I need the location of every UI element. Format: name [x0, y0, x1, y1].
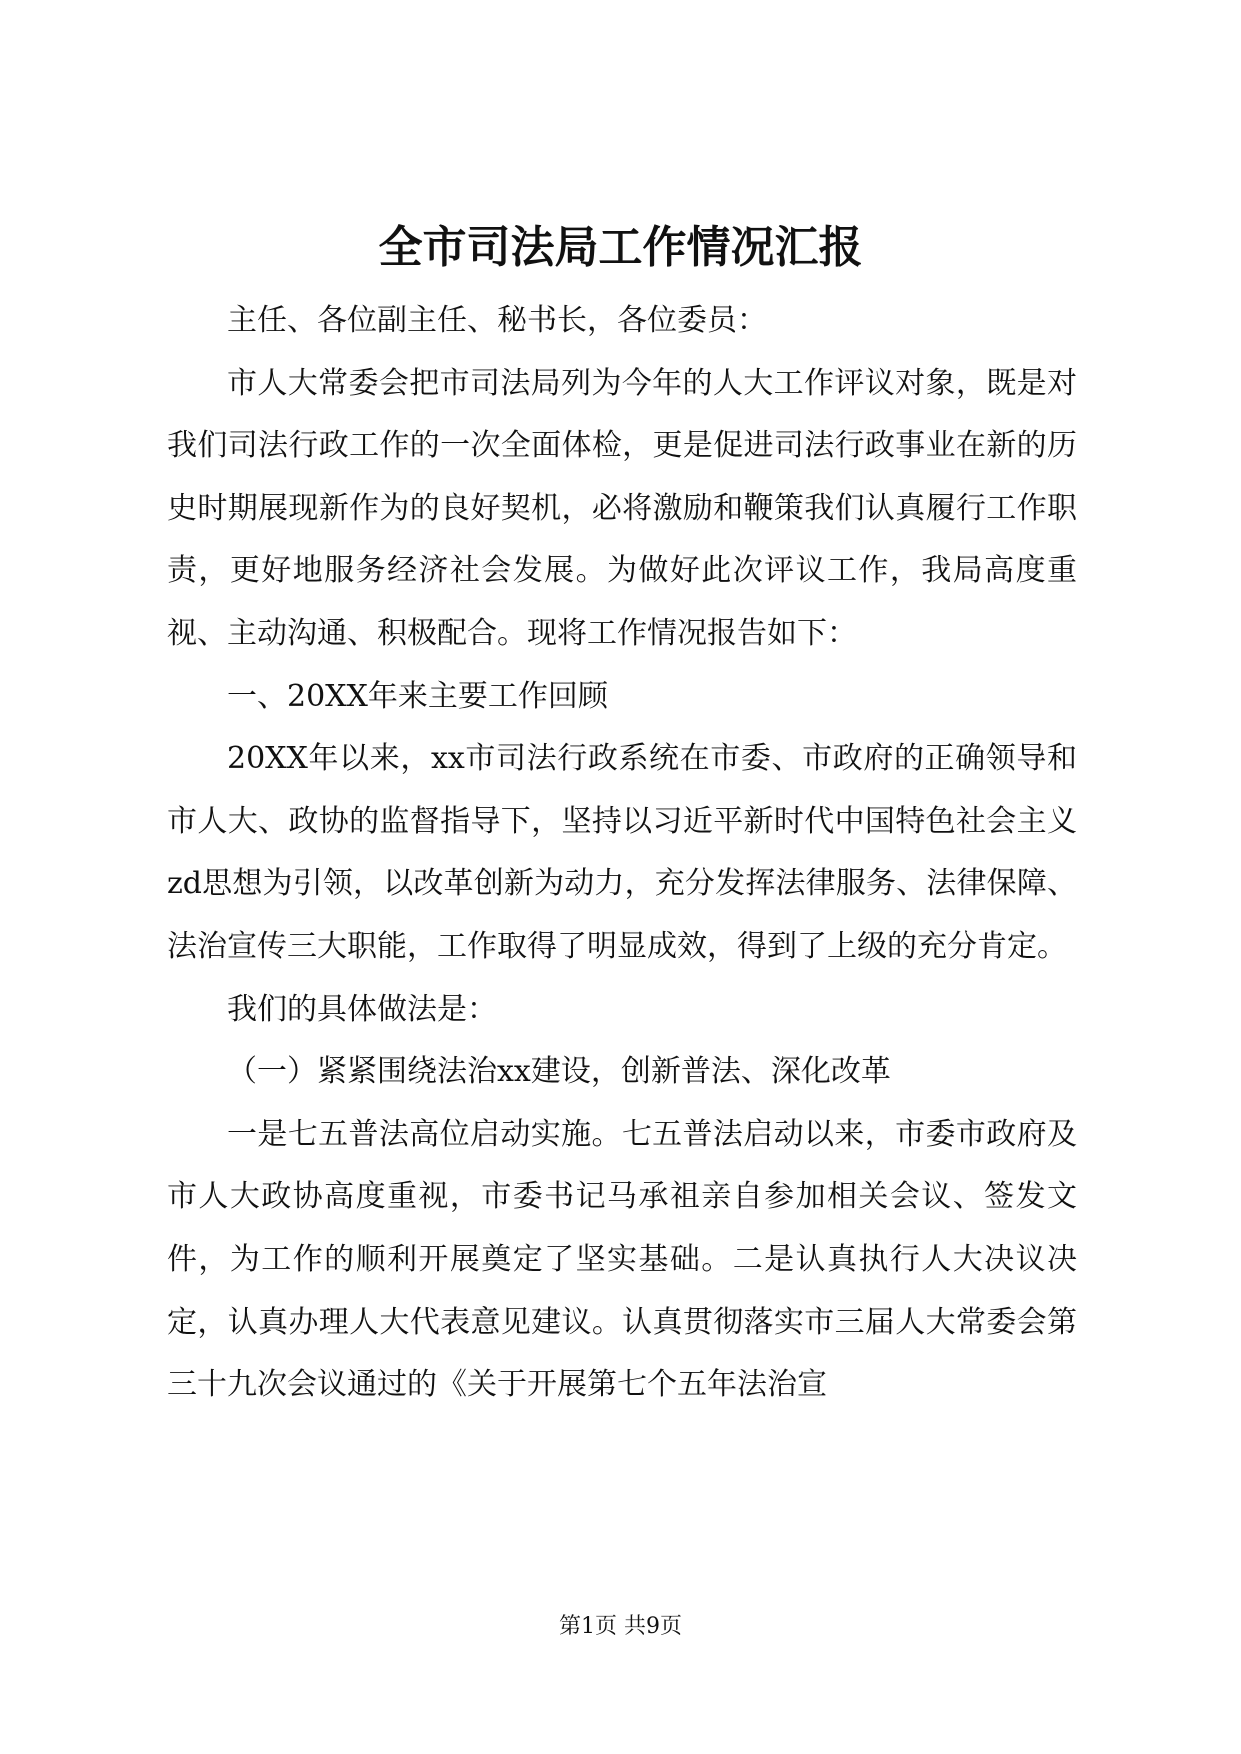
- review-paragraph: 20XX年以来，xx市司法行政系统在市委、市政府的正确领导和市人大、政协的监督指导下，坚持以习近平新时代中国特色社会主义zd思想为引领，以改革创新为动力，充分发挥法律服务、法律保障、法治宣传三大职能，工作取得了明显成效，得到了上级的充分肯定。: [167, 741, 1077, 964]
- document-body: [167, 290, 1077, 1417]
- practice-intro-paragraph: 我们的具体做法是：: [227, 991, 497, 1027]
- document-title: 全市司法局工作情况汇报: [378, 222, 863, 273]
- intro-paragraph: 市人大常委会把市司法局列为今年的人大工作评议对象，既是对我们司法行政工作的一次全面体检，更是促进司法行政事业在新的历史时期展现新作为的良好契机，必将激励和鞭策我们认真履行工作职责，更好地服务经济社会发展。为做好此次评议工作，我局高度重视、主动沟通、积极配合。现将工作情况报告如下：: [167, 365, 1077, 651]
- salutation-paragraph: 主任、各位副主任、秘书长，各位委员：: [227, 303, 767, 338]
- page-number-footer: 第1页 共9页: [559, 1614, 682, 1639]
- detail-paragraph: 一是七五普法高位启动实施。七五普法启动以来，市委市政府及市人大政协高度重视，市委书记马承祖亲自参加相关会议、签发文件，为工作的顺利开展奠定了坚实基础。二是认真执行人大决议决定，认真办理人大代表意见建议。认真贯彻落实市三届人大常委会第三十九次会议通过的《关于开展第七个五年法治宣: [167, 1116, 1077, 1403]
- subsection-heading: （一）紧紧围绕法治xx建设，创新普法、深化改革: [227, 1054, 891, 1090]
- section-heading: 一、20XX年来主要工作回顾: [227, 678, 608, 714]
